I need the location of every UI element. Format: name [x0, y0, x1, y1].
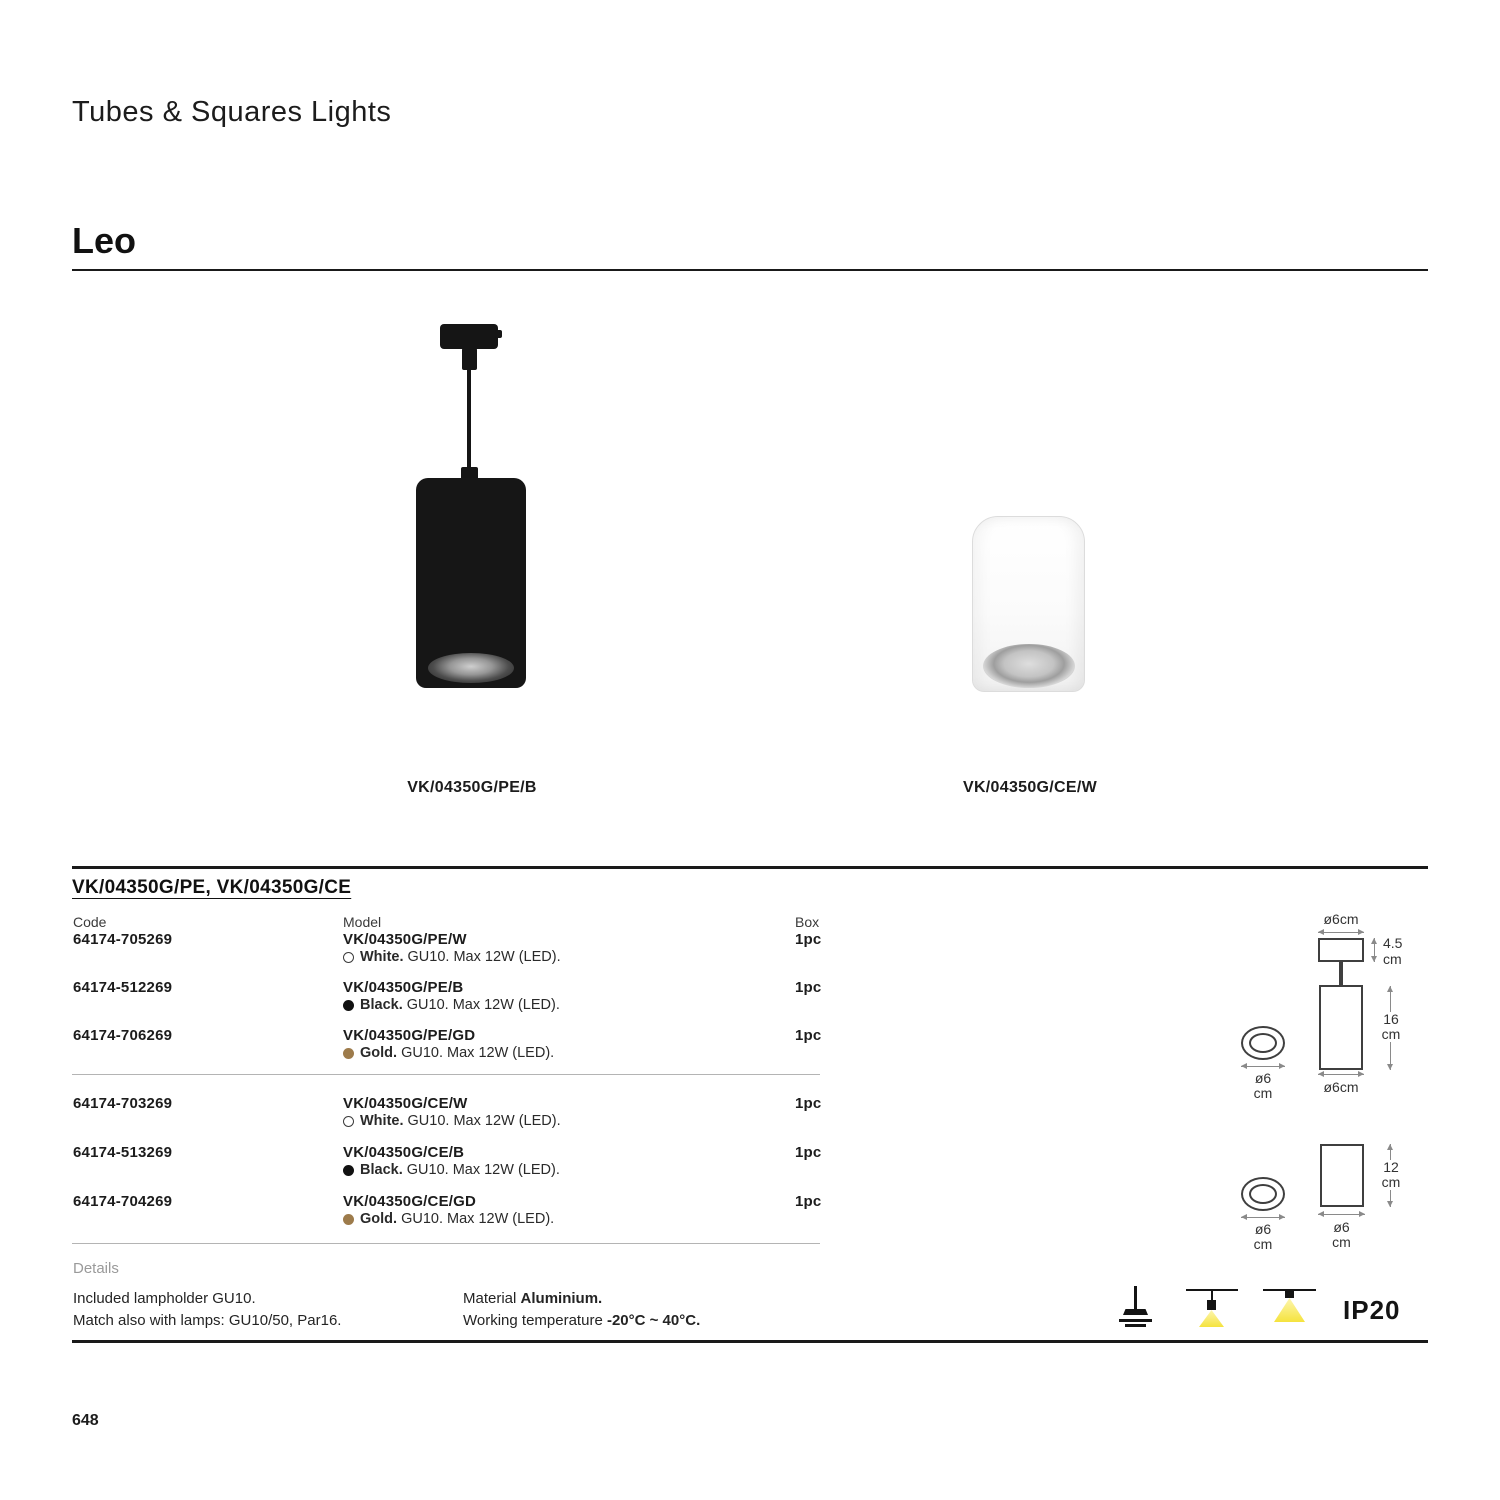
color-name: Gold.	[360, 1045, 398, 1061]
product-color-spec	[343, 1162, 560, 1178]
details-title: Details	[73, 1260, 119, 1277]
canopy-outline	[1318, 938, 1364, 962]
product-color-spec	[343, 1113, 561, 1129]
dim-circle-diameter: ø6 cm	[1253, 1070, 1273, 1101]
details-right-column	[463, 1288, 700, 1332]
dim-canopy-height: 4.5 cm	[1383, 935, 1403, 967]
ceiling-dimension-diagram	[1230, 1140, 1430, 1260]
color-name: Black.	[360, 1162, 403, 1178]
product-model: VK/04350G/CE/W	[343, 1095, 468, 1112]
details-line: Match also with lamps: GU10/50, Par16.	[73, 1312, 342, 1329]
ground-symbol-icon	[1118, 1286, 1154, 1328]
details-line: Included lampholder GU10.	[73, 1290, 256, 1307]
ceiling-product-photo	[972, 516, 1084, 692]
dim-body-height: 16 cm	[1375, 1012, 1407, 1042]
body-outline	[1320, 1144, 1364, 1207]
lamp-spec: GU10. Max 12W (LED).	[401, 1211, 555, 1227]
dim-arrow	[1241, 1217, 1285, 1218]
pendant-lens	[428, 653, 514, 683]
ip-rating: IP20	[1343, 1295, 1401, 1325]
product-color-spec	[343, 997, 560, 1013]
group-divider	[72, 1243, 820, 1244]
product-code: 64174-706269	[73, 1027, 173, 1044]
pendant-product-photo	[415, 320, 527, 690]
pendant-canopy-screw	[495, 330, 502, 338]
stem-line	[1339, 962, 1343, 985]
pendant-connector	[462, 348, 477, 370]
lamp-spec: GU10. Max 12W (LED).	[401, 1045, 555, 1061]
ceiling-caption: VK/04350G/CE/W	[962, 779, 1098, 796]
color-dot	[343, 1000, 354, 1011]
product-model: VK/04350G/CE/GD	[343, 1193, 477, 1210]
top-view-inner-circle	[1249, 1033, 1277, 1053]
section-bottom-rule	[72, 1340, 1428, 1343]
box-quantity: 1pc	[795, 931, 822, 948]
category-title: Tubes & Squares Lights	[72, 96, 392, 128]
lamp-spec: GU10. Max 12W (LED).	[406, 997, 560, 1013]
color-name: Gold.	[360, 1211, 398, 1227]
color-dot	[343, 1116, 354, 1127]
color-name: White.	[360, 949, 404, 965]
dim-body-height: 12 cm	[1375, 1160, 1407, 1190]
lamp-spec: GU10. Max 12W (LED).	[407, 949, 561, 965]
ceiling-cylinder	[972, 516, 1085, 692]
product-color-spec	[343, 1211, 554, 1227]
pendant-mount-icon	[1186, 1283, 1240, 1331]
product-model: VK/04350G/PE/B	[343, 979, 464, 996]
title-rule	[72, 269, 1428, 271]
box-quantity: 1pc	[795, 1144, 822, 1161]
box-quantity: 1pc	[795, 1095, 822, 1112]
column-header-box: Box	[795, 914, 820, 930]
product-code: 64174-705269	[73, 931, 173, 948]
details-line: Working temperature -20°C ~ 40°C.	[463, 1312, 701, 1329]
dim-bottom-diameter: ø6 cm	[1332, 1219, 1351, 1250]
product-code: 64174-703269	[73, 1095, 173, 1112]
dim-top-diameter: ø6cm	[1323, 911, 1359, 927]
footer-icons	[1118, 1283, 1418, 1333]
product-color-spec	[343, 949, 561, 965]
product-color-spec	[343, 1045, 554, 1061]
pendant-caption: VK/04350G/PE/B	[407, 779, 537, 796]
color-dot	[343, 1165, 354, 1176]
pendant-cylinder	[416, 478, 526, 688]
dim-arrow	[1318, 1074, 1364, 1075]
section-top-rule	[72, 866, 1428, 869]
top-view-inner-circle	[1249, 1184, 1277, 1204]
product-code: 64174-513269	[73, 1144, 173, 1161]
details-line: Material Aluminium.	[463, 1290, 603, 1307]
color-dot	[343, 1048, 354, 1059]
ceiling-mount-icon	[1263, 1283, 1319, 1331]
details-left-column	[73, 1288, 341, 1332]
box-quantity: 1pc	[795, 1027, 822, 1044]
column-header-code: Code	[73, 914, 107, 930]
dim-arrow	[1374, 938, 1375, 962]
body-outline	[1319, 985, 1363, 1070]
color-name: White.	[360, 1113, 404, 1129]
box-quantity: 1pc	[795, 979, 822, 996]
box-quantity: 1pc	[795, 1193, 822, 1210]
product-model: VK/04350G/PE/GD	[343, 1027, 476, 1044]
lamp-spec: GU10. Max 12W (LED).	[407, 1113, 561, 1129]
dim-circle-diameter: ø6 cm	[1253, 1221, 1273, 1252]
color-dot	[343, 1214, 354, 1225]
column-header-model: Model	[343, 914, 382, 930]
ceiling-lens	[983, 644, 1075, 688]
product-code: 64174-704269	[73, 1193, 173, 1210]
group-divider	[72, 1074, 820, 1075]
product-model: VK/04350G/CE/B	[343, 1144, 465, 1161]
pendant-cord	[467, 369, 471, 470]
page-number: 648	[72, 1412, 99, 1429]
product-code: 64174-512269	[73, 979, 173, 996]
pendant-dimension-diagram	[1230, 910, 1430, 1110]
dim-arrow	[1318, 1214, 1365, 1215]
page-title: Leo	[72, 220, 137, 261]
product-model: VK/04350G/PE/W	[343, 931, 467, 948]
color-dot	[343, 952, 354, 963]
pendant-canopy	[440, 324, 498, 349]
model-group-title: VK/04350G/PE, VK/04350G/CE	[72, 877, 352, 898]
color-name: Black.	[360, 997, 403, 1013]
lamp-spec: GU10. Max 12W (LED).	[406, 1162, 560, 1178]
dim-arrow	[1318, 932, 1364, 933]
dim-arrow	[1241, 1066, 1285, 1067]
dim-bottom-diameter: ø6cm	[1323, 1079, 1359, 1095]
